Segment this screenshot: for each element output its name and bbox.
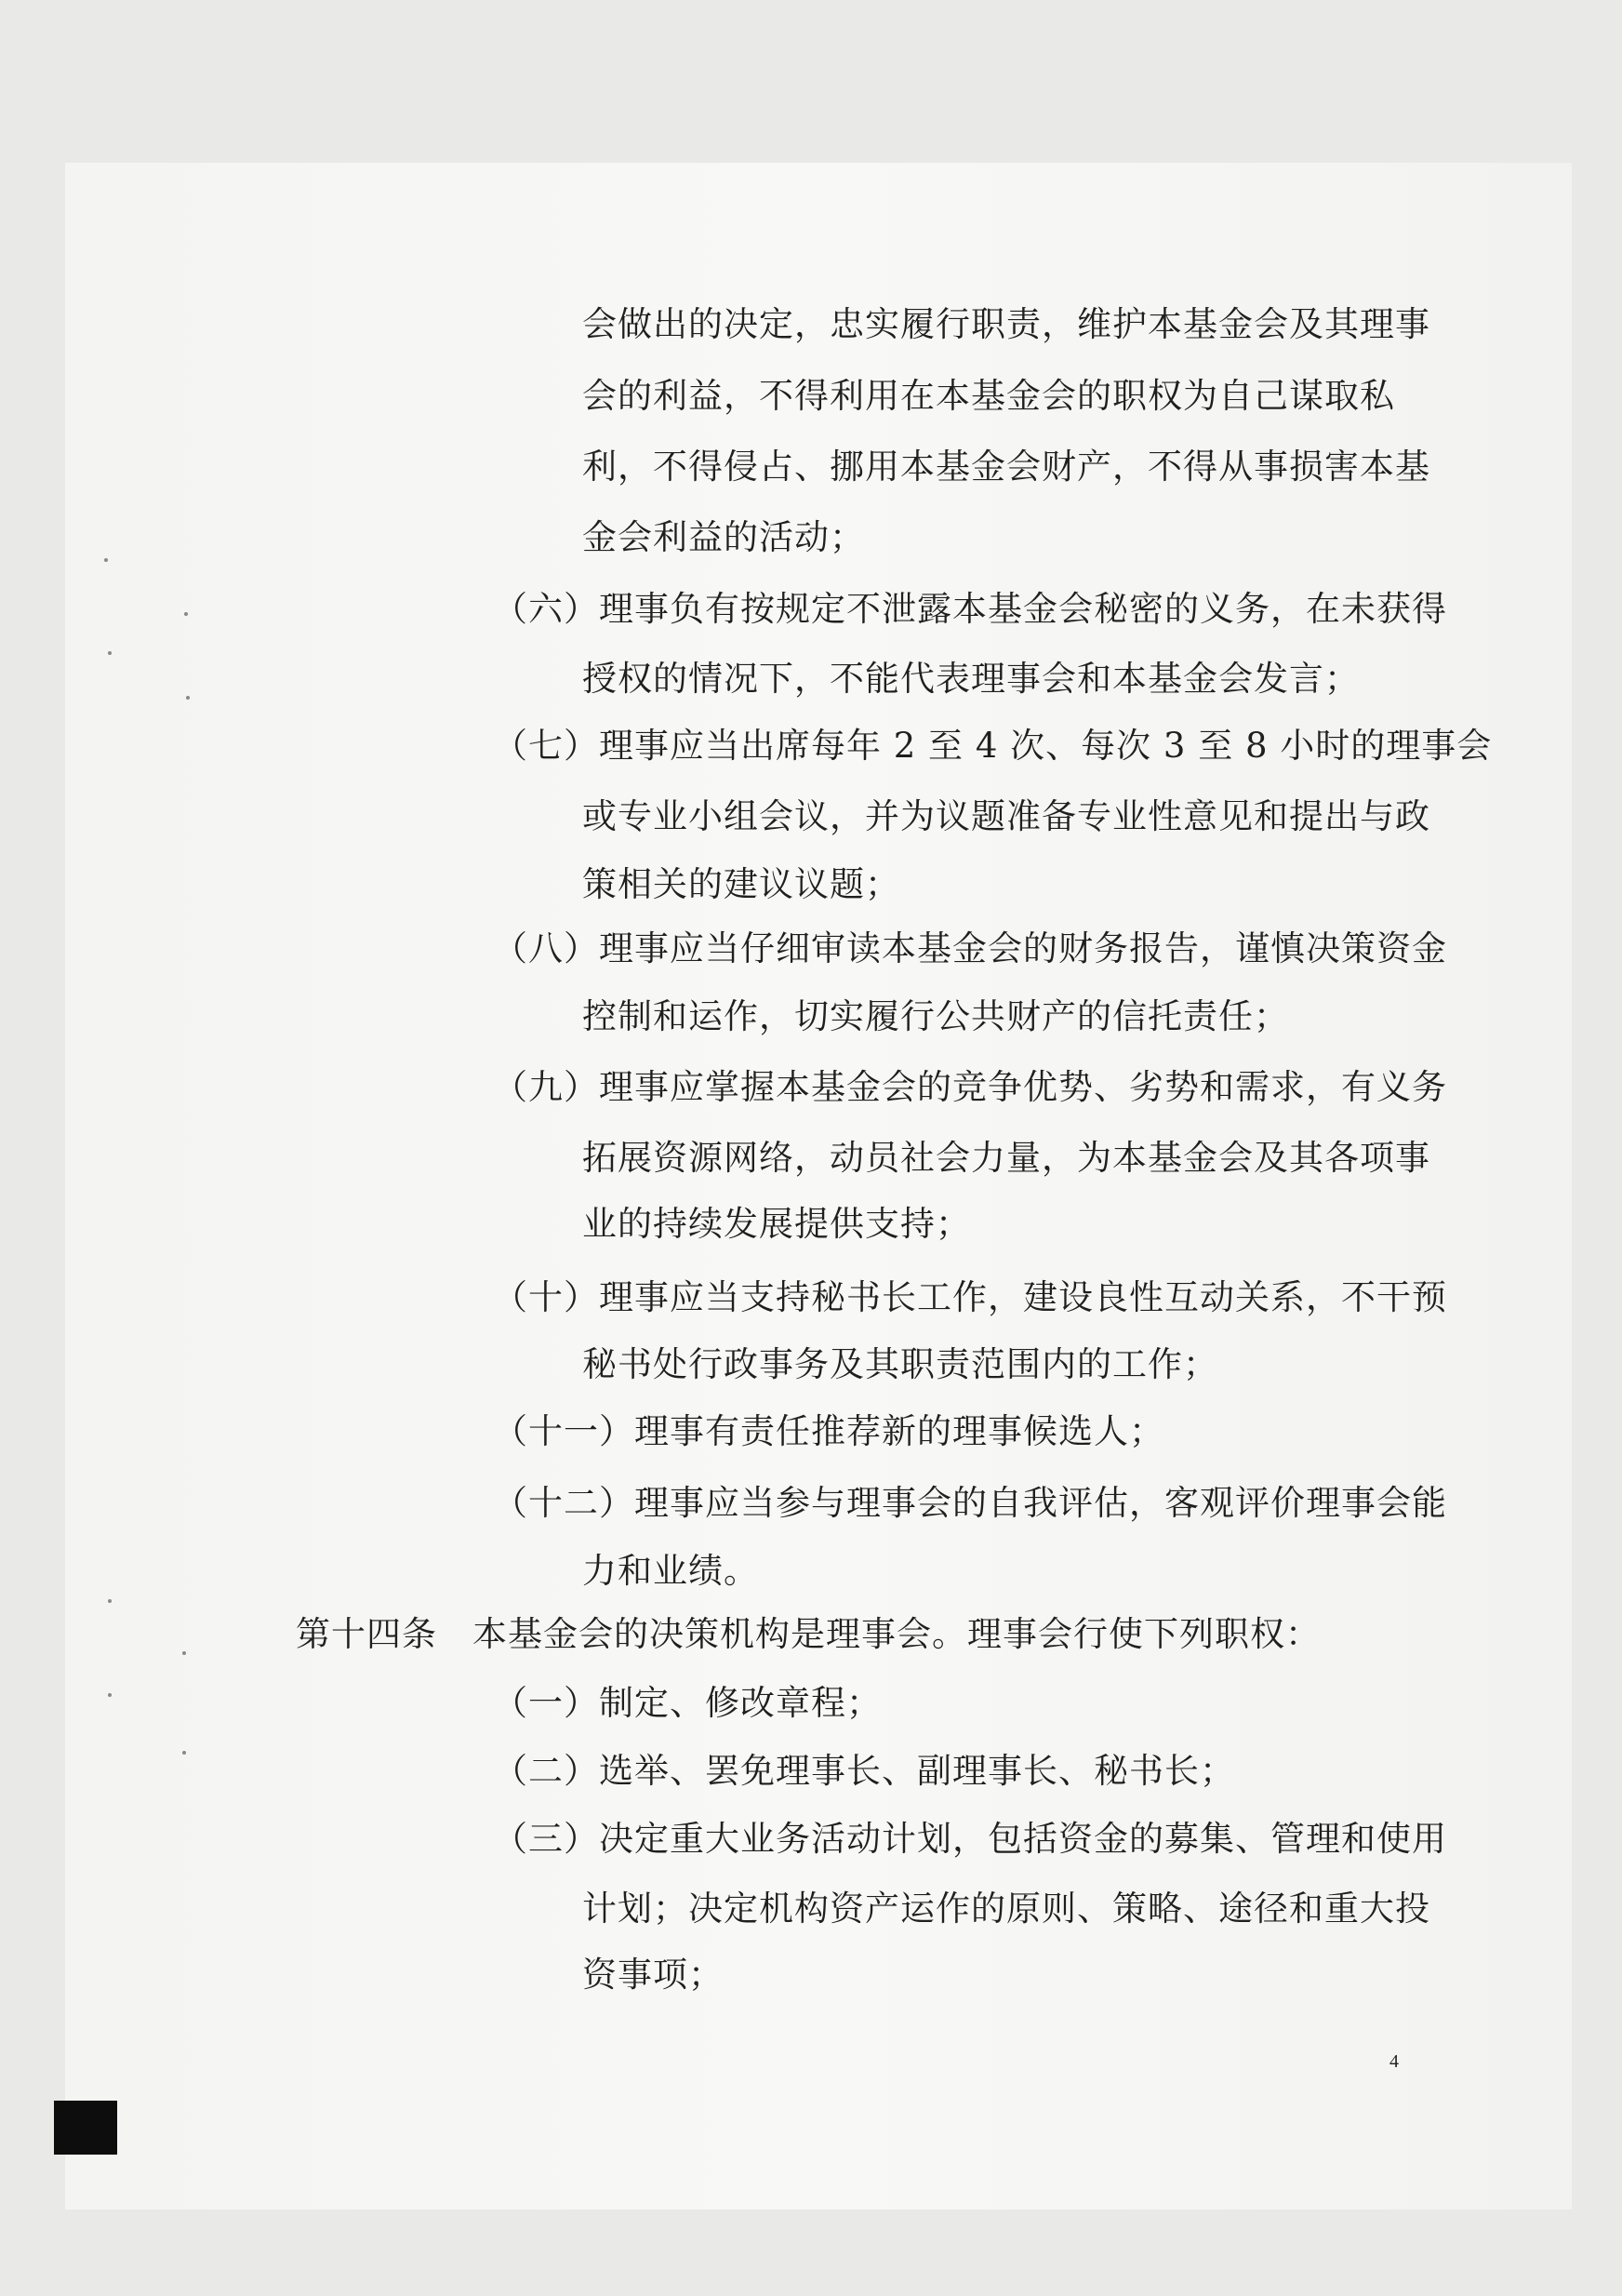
text-line-23: （三）决定重大业务活动计划，包括资金的募集、管理和使用 [493,1819,1447,1859]
scan-speck [108,1693,112,1697]
text-line-5: （六）理事负有按规定不泄露本基金会秘密的义务，在未获得 [493,589,1447,629]
text-line-21: （一）制定、修改章程； [493,1683,882,1723]
scan-edge-shadow [54,2101,117,2155]
scan-speck [182,1751,186,1755]
text-line-7: （七）理事应当出席每年 2 至 4 次、每次 3 至 8 小时的理事会 [493,726,1493,766]
text-line-10: （八）理事应当仔细审读本基金会的财务报告，谨慎决策资金 [493,928,1447,968]
text-line-24: 计划；决定机构资产运作的原则、策略、途径和重大投 [582,1889,1430,1929]
text-line-16: 秘书处行政事务及其职责范围内的工作； [582,1344,1218,1384]
text-line-11: 控制和运作，切实履行公共财产的信托责任； [582,996,1289,1036]
text-line-2: 会的利益，不得利用在本基金会的职权为自己谋取私 [582,376,1395,416]
text-line-8: 或专业小组会议，并为议题准备专业性意见和提出与政 [582,796,1430,836]
article-14-heading: 第十四条 本基金会的决策机构是理事会。理事会行使下列职权： [296,1614,1321,1654]
text-line-22: （二）选举、罢免理事长、副理事长、秘书长； [493,1751,1235,1791]
text-line-3: 利，不得侵占、挪用本基金会财产，不得从事损害本基 [582,447,1430,487]
scan-speck [182,1651,186,1655]
text-line-6: 授权的情况下，不能代表理事会和本基金会发言； [582,659,1360,699]
scan-speck [104,558,108,562]
text-line-17: （十一）理事有责任推荐新的理事候选人； [493,1411,1164,1451]
page-number: 4 [1389,2051,1399,2072]
scan-speck [108,651,112,655]
scan-speck [108,1599,112,1603]
text-line-1: 会做出的决定，忠实履行职责，维护本基金会及其理事 [582,304,1430,344]
text-line-12: （九）理事应掌握本基金会的竞争优势、劣势和需求，有义务 [493,1067,1447,1107]
text-line-9: 策相关的建议议题； [582,864,900,904]
text-line-14: 业的持续发展提供支持； [582,1204,971,1244]
text-line-15: （十）理事应当支持秘书长工作，建设良性互动关系，不干预 [493,1277,1447,1317]
text-line-18: （十二）理事应当参与理事会的自我评估，客观评价理事会能 [493,1483,1447,1523]
text-line-4: 金会利益的活动； [582,517,865,557]
scan-speck [186,696,190,700]
text-line-19: 力和业绩。 [582,1551,759,1591]
text-line-25: 资事项； [582,1955,724,1995]
text-line-13: 拓展资源网络，动员社会力量，为本基金会及其各项事 [582,1138,1430,1178]
scan-speck [184,612,188,616]
